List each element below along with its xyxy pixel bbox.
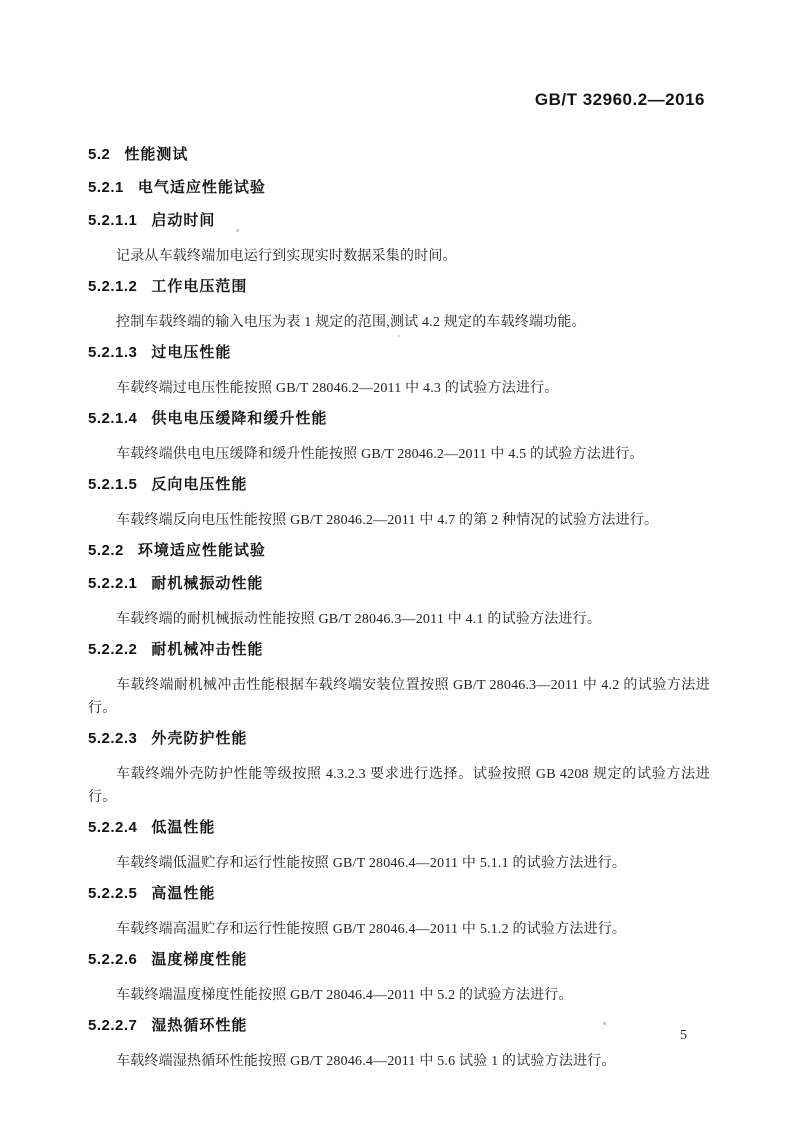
section-heading-5-2-1-5 [88, 476, 710, 493]
section-title: 温度梯度性能 [151, 951, 248, 968]
document-body [88, 146, 710, 1083]
scan-speck [236, 229, 239, 232]
section-number: 5.2.2.1 [88, 575, 138, 592]
section-title: 低温性能 [151, 819, 216, 836]
section-number: 5.2.2.6 [88, 951, 138, 968]
page-number: 5 [680, 1028, 687, 1043]
section-title: 湿热循环性能 [151, 1017, 248, 1034]
section-number: 5.2 [88, 146, 111, 163]
section-number: 5.2.2 [88, 542, 124, 559]
section-number: 5.2.1.5 [88, 476, 138, 493]
section-number: 5.2.2.3 [88, 730, 138, 747]
section-number: 5.2.1.2 [88, 278, 138, 295]
scan-speck [398, 335, 400, 337]
body-paragraph: 车载终端供电电压缓降和缓升性能按照 GB/T 28046.2—2011 中 4.5 的试验方法进行。 [116, 447, 644, 462]
section-title: 启动时间 [151, 212, 216, 229]
section-heading-5-2-2-7 [88, 1017, 710, 1034]
body-paragraph: 车载终端外壳防护性能等级按照 4.3.2.3 要求进行选择。试验按照 GB 4208 规定的试验方法进行。 [88, 767, 710, 805]
body-paragraph: 车载终端反向电压性能按照 GB/T 28046.2—2011 中 4.7 的第 2 种情况的试验方法进行。 [116, 513, 659, 528]
section-title: 外壳防护性能 [151, 730, 248, 747]
section-heading-5-2-2-5 [88, 885, 710, 902]
body-paragraph: 控制车载终端的输入电压为表 1 规定的范围,测试 4.2 规定的车载终端功能。 [116, 315, 586, 330]
section-heading-5-2-1-4 [88, 410, 710, 427]
body-paragraph: 记录从车载终端加电运行到实现实时数据采集的时间。 [116, 249, 457, 264]
body-paragraph: 车载终端湿热循环性能按照 GB/T 28046.4—2011 中 5.6 试验 1 的试验方法进行。 [116, 1054, 616, 1069]
section-heading-5-2-1-2 [88, 278, 710, 295]
section-number: 5.2.1.3 [88, 344, 138, 361]
section-heading-5-2-2-1 [88, 575, 710, 592]
section-title: 供电电压缓降和缓升性能 [151, 410, 328, 427]
section-title: 过电压性能 [151, 344, 232, 361]
section-title: 电气适应性能试验 [137, 179, 266, 196]
section-number: 5.2.1.4 [88, 410, 138, 427]
section-number: 5.2.2.4 [88, 819, 138, 836]
section-title: 环境适应性能试验 [137, 542, 266, 559]
section-heading-5-2-2 [88, 542, 710, 559]
section-title: 性能测试 [124, 146, 189, 163]
section-number: 5.2.1.1 [88, 212, 138, 229]
section-heading-5-2-1 [88, 179, 710, 196]
body-paragraph: 车载终端过电压性能按照 GB/T 28046.2—2011 中 4.3 的试验方法进行。 [116, 381, 559, 396]
section-heading-5-2 [88, 146, 710, 163]
section-heading-5-2-2-4 [88, 819, 710, 836]
section-number: 5.2.2.2 [88, 641, 138, 658]
body-paragraph: 车载终端高温贮存和运行性能按照 GB/T 28046.4—2011 中 5.1.2 的试验方法进行。 [116, 922, 627, 937]
section-title: 反向电压性能 [151, 476, 248, 493]
section-title: 耐机械振动性能 [151, 575, 264, 592]
body-paragraph: 车载终端的耐机械振动性能按照 GB/T 28046.3—2011 中 4.1 的试验方法进行。 [116, 612, 602, 627]
section-number: 5.2.1 [88, 179, 124, 196]
scan-speck [603, 1022, 606, 1025]
section-heading-5-2-1-1 [88, 212, 710, 229]
section-heading-5-2-1-3 [88, 344, 710, 361]
body-paragraph: 车载终端低温贮存和运行性能按照 GB/T 28046.4—2011 中 5.1.1 的试验方法进行。 [116, 856, 627, 871]
section-title: 工作电压范围 [151, 278, 248, 295]
section-number: 5.2.2.5 [88, 885, 138, 902]
section-heading-5-2-2-6 [88, 951, 710, 968]
section-number: 5.2.2.7 [88, 1017, 138, 1034]
standard-number-header: GB/T 32960.2—2016 [534, 90, 705, 109]
body-paragraph: 车载终端温度梯度性能按照 GB/T 28046.4—2011 中 5.2 的试验方法进行。 [116, 988, 573, 1003]
body-paragraph: 车载终端耐机械冲击性能根据车载终端安装位置按照 GB/T 28046.3—2011 中 4.2 的试验方法进行。 [88, 678, 710, 716]
section-title: 耐机械冲击性能 [151, 641, 264, 658]
section-heading-5-2-2-3 [88, 730, 710, 747]
section-heading-5-2-2-2 [88, 641, 710, 658]
section-title: 高温性能 [151, 885, 216, 902]
